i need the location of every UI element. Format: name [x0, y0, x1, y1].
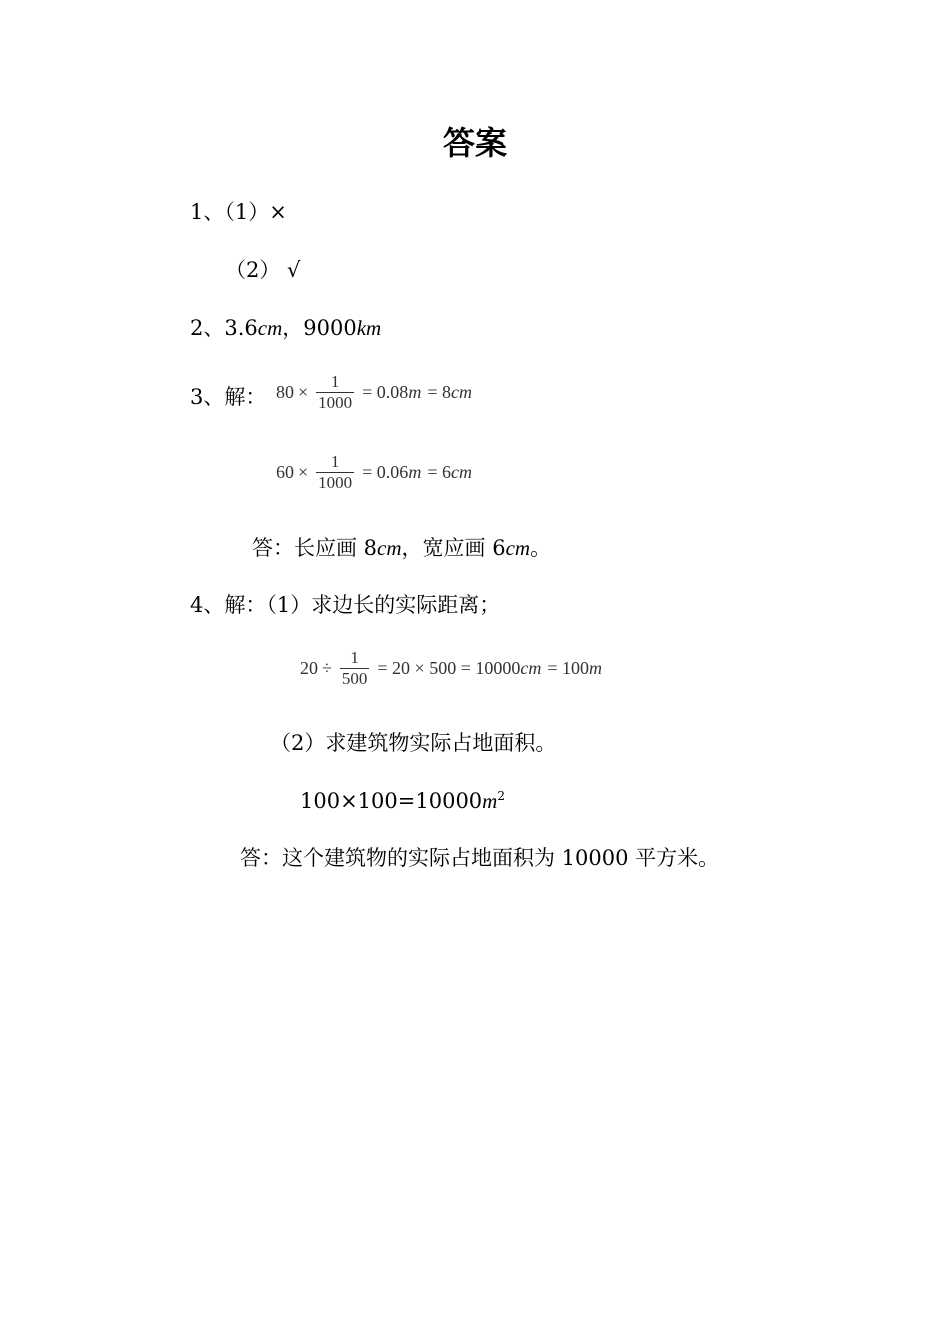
q3-answer-c: 。 — [530, 536, 552, 560]
q2-line — [190, 315, 381, 341]
q2-unit1: cm — [257, 316, 283, 340]
q4-calc — [300, 788, 505, 814]
q3-answer-b: ，宽应画 6 — [401, 536, 506, 560]
q3-answer — [252, 535, 551, 561]
fraction — [316, 452, 354, 493]
q4-calc-unit: m — [482, 789, 498, 813]
formula-rhs2: = 6 — [427, 462, 451, 482]
fraction-denominator: 1000 — [318, 473, 353, 492]
fraction-denominator: 1000 — [318, 393, 353, 412]
q2-mid: ，9000 — [282, 316, 357, 340]
fraction-denominator: 500 — [341, 669, 368, 688]
formula-left: 60 — [276, 462, 294, 482]
q4-calc-expr: 100×100=10000 — [300, 789, 483, 813]
fraction — [340, 648, 370, 689]
q4-part2: （2）求建筑物实际占地面积。 — [270, 731, 557, 755]
q1-line1: 1、（1）× — [190, 200, 287, 224]
formula-left: 80 — [276, 382, 294, 402]
q3-answer-unit2: cm — [505, 536, 531, 560]
q4-calc-exponent: 2 — [497, 789, 505, 803]
q4-formula — [300, 648, 602, 689]
fraction-numerator: 1 — [330, 452, 340, 471]
formula-unit1: cm — [520, 658, 542, 678]
formula-unit2: cm — [450, 462, 472, 482]
page-title: 答案 — [442, 124, 507, 162]
formula-unit2: m — [589, 658, 603, 678]
fraction-numerator: 1 — [350, 648, 359, 667]
q3-answer-unit1: cm — [377, 536, 402, 560]
fraction-numerator: 1 — [330, 372, 340, 391]
q4-label: 4、解：（1）求边长的实际距离； — [190, 593, 501, 617]
formula-unit1: m — [408, 382, 422, 402]
formula-rhs2: = 8 — [427, 382, 451, 402]
formula-rhs2: = 100 — [547, 658, 590, 678]
q2-prefix: 2、3.6 — [190, 316, 258, 340]
formula-rhs1: = 0.06 — [362, 462, 409, 482]
divide-symbol: ÷ — [322, 658, 332, 678]
formula-left: 20 — [300, 658, 318, 678]
times-symbol: × — [298, 382, 309, 402]
q2-unit2: km — [356, 316, 382, 340]
formula-rhs1: = 0.08 — [362, 382, 409, 402]
formula-rhs1: = 20 × 500 = 10000 — [377, 658, 521, 678]
q3-formula-1 — [276, 372, 472, 413]
q4-answer: 答：这个建筑物的实际占地面积为 10000 平方米。 — [240, 846, 720, 870]
formula-unit2: cm — [450, 382, 472, 402]
times-symbol: × — [298, 462, 309, 482]
q3-label: 3、解： — [190, 385, 267, 409]
q3-answer-a: 答：长应画 8 — [252, 536, 378, 560]
q3-formula-2 — [276, 452, 472, 493]
q1-line2: （2） √ — [225, 258, 301, 282]
fraction — [316, 372, 354, 413]
formula-unit1: m — [408, 462, 422, 482]
